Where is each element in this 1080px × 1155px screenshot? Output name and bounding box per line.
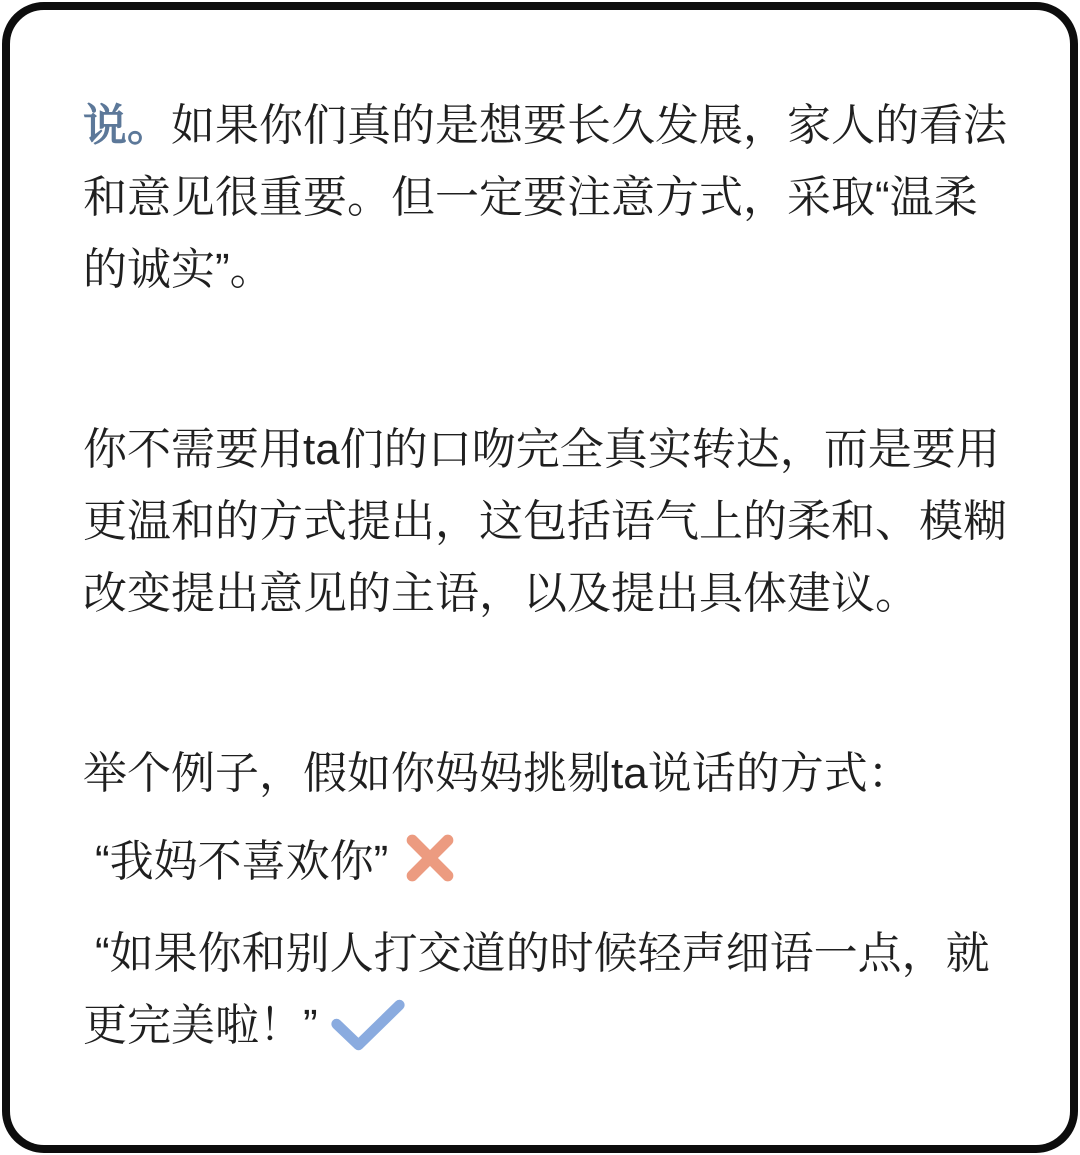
paragraph-intro-line-1 [83, 90, 1020, 162]
paragraph-example-intro-line-1: 举个例子，假如你妈妈挑剔ta说话的方式： [83, 749, 912, 798]
paragraph-advice-line-2: 更温和的方式提出，这包括语气上的柔和、模糊 [83, 497, 1007, 546]
example-quote-good-line-2 [83, 990, 1020, 1062]
example-quote-good-line-2-text: 更完美啦！” [83, 1001, 318, 1050]
paragraph-advice-line-3: 改变提出意见的主语，以及提出具体建议。 [83, 569, 919, 618]
article-card [2, 2, 1078, 1153]
example-quote-bad-text: “我妈不喜欢你” [95, 837, 389, 886]
paragraph-advice-line-1: 你不需要用ta们的口吻完全真实转达，而是要用 [83, 425, 1000, 474]
paragraph-intro [83, 90, 1020, 306]
highlighted-lead-word: 说。 [83, 101, 171, 150]
example-quote-bad [83, 826, 1020, 898]
paragraph-advice [83, 414, 1020, 630]
check-mark-icon [328, 996, 408, 1054]
paragraph-intro-line-1-text: 如果你们真的是想要长久发展，家人的看法 [171, 101, 1007, 150]
paragraph-intro-line-3: 的诚实”。 [83, 245, 274, 294]
cross-mark-icon [402, 830, 458, 886]
example-quote-good-line-1: “如果你和别人打交道的时候轻声细语一点，就 [95, 929, 990, 978]
example-quote-good [83, 918, 1020, 1062]
example-quote-bad-line [83, 826, 1020, 898]
paragraph-example-intro [83, 738, 1020, 810]
paragraph-intro-line-2: 和意见很重要。但一定要注意方式，采取“温柔 [83, 173, 978, 222]
